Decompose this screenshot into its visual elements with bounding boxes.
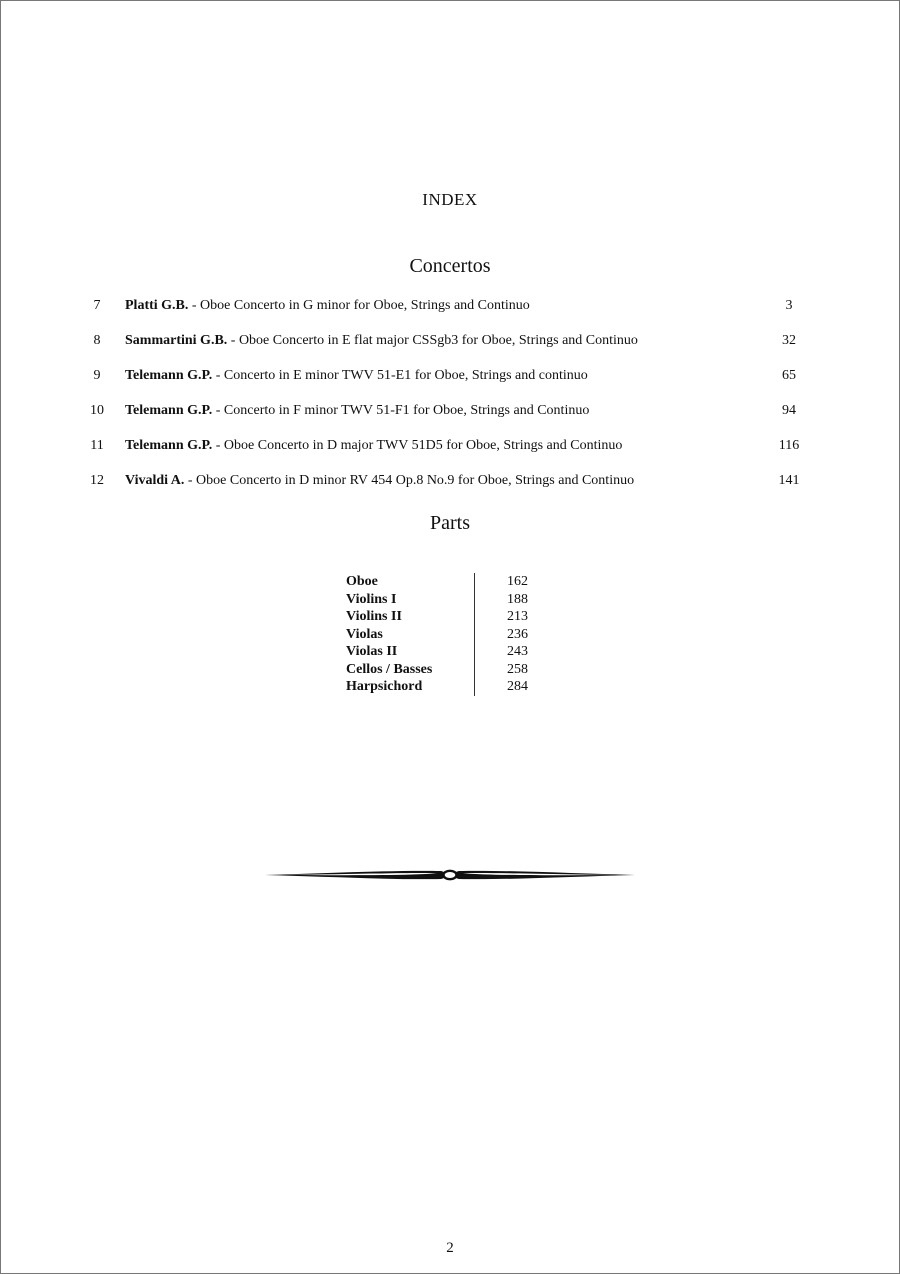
concerto-entry[interactable]: [0, 469, 900, 504]
composer-name: Platti G.B.: [125, 298, 189, 313]
concerto-description: [125, 399, 589, 423]
part-page: 162: [507, 574, 528, 589]
concerto-title: - Concerto in F minor TWV 51-F1 for Oboe, Strings and Continuo: [212, 403, 590, 418]
concerto-number: 9: [93, 368, 101, 383]
concerto-entry[interactable]: [0, 364, 900, 399]
concerto-entry[interactable]: [0, 294, 900, 329]
composer-name: Sammartini G.B.: [125, 333, 228, 348]
ornament-divider-icon: [265, 862, 635, 888]
parts-heading: Parts: [430, 512, 470, 534]
concerto-title: - Oboe Concerto in G minor for Oboe, Strings and Continuo: [188, 298, 530, 313]
composer-name: Telemann G.P.: [125, 403, 213, 418]
concerto-page: 32: [782, 333, 796, 348]
composer-name: Vivaldi A.: [125, 473, 185, 488]
concerto-description: [125, 364, 588, 388]
concerto-title: - Concerto in E minor TWV 51-E1 for Oboe, Strings and continuo: [212, 368, 588, 383]
concerto-page: 141: [778, 473, 800, 488]
concerto-number: 7: [93, 298, 101, 313]
concertos-heading: Concertos: [409, 255, 491, 277]
part-page: 213: [507, 609, 528, 624]
page-number: 2: [446, 1240, 454, 1256]
part-name[interactable]: Violas II: [346, 644, 398, 659]
part-page: 284: [507, 679, 528, 694]
concerto-number: 12: [90, 473, 104, 488]
concerto-page: 3: [785, 298, 793, 313]
part-name[interactable]: Harpsichord: [346, 679, 423, 694]
part-name[interactable]: Violas: [346, 626, 383, 642]
concerto-entry[interactable]: [0, 399, 900, 434]
parts-names-column: [346, 573, 475, 696]
part-page: 243: [507, 644, 528, 659]
concerto-entry[interactable]: [0, 329, 900, 364]
part-name[interactable]: Violins I: [346, 591, 397, 607]
concerto-title: - Oboe Concerto in D minor RV 454 Op.8 No.9 for Oboe, Strings and Continuo: [184, 473, 635, 488]
part-page: 258: [507, 661, 528, 677]
index-title: INDEX: [422, 190, 478, 209]
concerto-page: 116: [778, 438, 800, 453]
concerto-page: 94: [782, 403, 796, 418]
part-page: 236: [507, 626, 528, 642]
concerto-description: [125, 469, 634, 493]
concerto-number: 10: [90, 403, 104, 418]
concerto-number: 8: [93, 333, 101, 348]
composer-name: Telemann G.P.: [125, 438, 213, 453]
concerto-title: - Oboe Concerto in D major TWV 51D5 for Oboe, Strings and Continuo: [212, 438, 623, 453]
part-page: 188: [507, 591, 528, 607]
part-name[interactable]: Cellos / Basses: [346, 661, 433, 677]
concerto-description: [125, 294, 530, 318]
concerto-description: [125, 329, 638, 353]
concerto-title: - Oboe Concerto in E flat major CSSgb3 for Oboe, Strings and Continuo: [227, 333, 638, 348]
concerto-description: [125, 434, 622, 458]
concerto-number: 11: [90, 438, 104, 453]
concerto-entry[interactable]: [0, 434, 900, 469]
concerto-page: 65: [782, 368, 796, 383]
composer-name: Telemann G.P.: [125, 368, 213, 383]
concerto-list: [0, 294, 900, 504]
part-name[interactable]: Oboe: [346, 574, 378, 589]
parts-pages-column: [507, 573, 528, 696]
part-name[interactable]: Violins II: [346, 609, 402, 624]
